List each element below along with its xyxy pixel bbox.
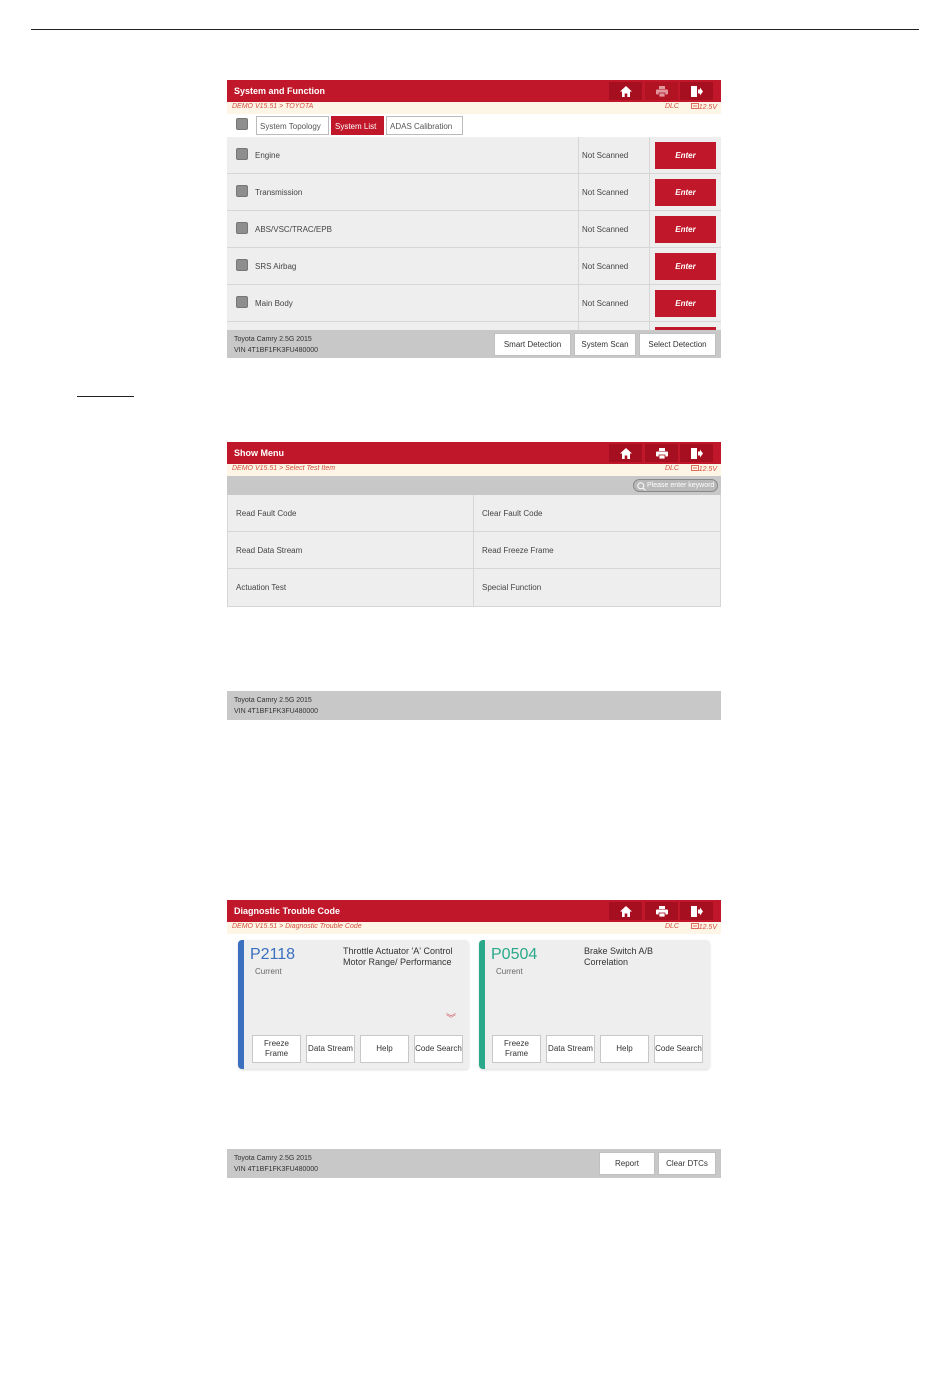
menu-row: [228, 569, 720, 606]
home-icon: [620, 906, 632, 917]
home-icon: [620, 86, 632, 97]
data-stream-button[interactable]: Data Stream: [546, 1035, 595, 1063]
dtc-card[interactable]: [479, 940, 710, 1069]
tab-bar: [227, 114, 721, 137]
expand-chevron-icon[interactable]: ︾: [446, 1014, 456, 1025]
menu-row: [228, 495, 720, 532]
dtc-color-bar: [238, 940, 244, 1069]
title-bar: [227, 900, 721, 922]
freeze-frame-button[interactable]: Freeze Frame: [252, 1035, 301, 1063]
home-button[interactable]: [609, 82, 642, 100]
vehicle-vin: VIN 4T1BF1FK3FU480000: [234, 708, 319, 715]
vehicle-vin: VIN 4T1BF1FK3FU480000: [234, 347, 319, 354]
empty-area: [227, 1067, 721, 1149]
clear-dtcs-button[interactable]: Clear DTCs: [658, 1152, 716, 1175]
dtc-description: Throttle Actuator 'A' Control Motor Range/ Performance: [343, 946, 453, 967]
print-button[interactable]: [645, 82, 678, 100]
menu-item-read-freeze-frame[interactable]: Read Freeze Frame: [473, 532, 720, 568]
vehicle-footer: [227, 330, 721, 358]
connector-label: DLC: [664, 923, 679, 930]
scan-status: Not Scanned: [582, 299, 629, 308]
show-menu-panel: [227, 442, 721, 720]
search-bar: [227, 476, 721, 495]
empty-area: [227, 607, 721, 691]
report-button[interactable]: Report: [599, 1152, 655, 1175]
vehicle-model: Toyota Camry 2.5G 2015: [234, 697, 312, 704]
menu-item-actuation-test[interactable]: Actuation Test: [236, 583, 287, 592]
voltage-readout: 12.5V: [691, 103, 717, 111]
exit-button[interactable]: [680, 82, 713, 100]
select-detection-button[interactable]: Select Detection: [639, 333, 716, 356]
print-icon: [656, 906, 668, 917]
vehicle-info: [234, 1153, 318, 1175]
voltage-readout: 12.5V: [691, 465, 717, 473]
dtc-code: P0504: [491, 946, 538, 963]
home-button[interactable]: [609, 902, 642, 920]
exit-icon: [691, 448, 703, 459]
exit-icon: [691, 86, 703, 97]
voltage-readout: 12.5V: [691, 923, 717, 931]
section-rule: [77, 396, 134, 397]
breadcrumb: DEMO V15.51 > Diagnostic Trouble Code: [232, 923, 362, 930]
system-name: SRS Airbag: [255, 262, 297, 271]
dtc-state: Current: [255, 967, 282, 976]
connector-label: DLC: [664, 465, 679, 472]
code-search-button[interactable]: Code Search: [414, 1035, 463, 1063]
home-button[interactable]: [609, 444, 642, 462]
menu-item-clear-fault-code[interactable]: Clear Fault Code: [473, 495, 720, 531]
exit-button[interactable]: [680, 902, 713, 920]
scan-status: Not Scanned: [582, 188, 629, 197]
breadcrumb-bar: [227, 464, 721, 476]
print-button[interactable]: [645, 902, 678, 920]
select-all-checkbox[interactable]: [236, 118, 248, 130]
system-row: [227, 137, 721, 174]
search-icon: [637, 482, 646, 491]
system-name: ABS/VSC/TRAC/EPB: [255, 225, 332, 234]
enter-button[interactable]: Enter: [655, 216, 716, 243]
system-row: [227, 174, 721, 211]
system-row: [227, 248, 721, 285]
page-title: System and Function: [234, 86, 326, 96]
exit-button[interactable]: [680, 444, 713, 462]
system-name: Main Body: [255, 299, 293, 308]
exit-icon: [691, 906, 703, 917]
home-icon: [620, 448, 632, 459]
battery-icon: [691, 923, 699, 929]
search-placeholder: Please enter keyword: [647, 482, 715, 489]
dtc-state: Current: [496, 967, 523, 976]
system-checkbox[interactable]: [236, 259, 248, 271]
page-title: Show Menu: [234, 448, 284, 458]
search-input[interactable]: [633, 479, 718, 492]
scan-status: Not Scanned: [582, 225, 629, 234]
print-icon: [656, 448, 668, 459]
freeze-frame-button[interactable]: Freeze Frame: [492, 1035, 541, 1063]
system-name: Engine: [255, 151, 280, 160]
enter-button[interactable]: Enter: [655, 142, 716, 169]
dtc-description: Brake Switch A/B Correlation: [584, 946, 654, 967]
connector-label: DLC: [664, 103, 679, 110]
system-row-partial: [227, 322, 721, 330]
print-button[interactable]: [645, 444, 678, 462]
dtc-color-bar: [479, 940, 485, 1069]
dtc-panel: [227, 900, 721, 1178]
enter-button[interactable]: Enter: [655, 253, 716, 280]
data-stream-button[interactable]: Data Stream: [306, 1035, 355, 1063]
system-checkbox[interactable]: [236, 222, 248, 234]
system-scan-button[interactable]: System Scan: [574, 333, 636, 356]
menu-item-read-fault-code[interactable]: Read Fault Code: [236, 509, 297, 518]
smart-detection-button[interactable]: Smart Detection: [494, 333, 571, 356]
help-button[interactable]: Help: [360, 1035, 409, 1063]
breadcrumb-bar: [227, 102, 721, 114]
system-row: [227, 211, 721, 248]
page-top-rule: [31, 29, 919, 30]
vehicle-footer: [227, 1149, 721, 1178]
system-name: Transmission: [255, 188, 303, 197]
tab-system-topology[interactable]: System Topology: [256, 116, 329, 135]
title-bar: [227, 80, 721, 102]
breadcrumb: DEMO V15.51 > TOYOTA: [232, 103, 314, 110]
menu-item-special-function[interactable]: Special Function: [473, 569, 720, 606]
vehicle-model: Toyota Camry 2.5G 2015: [234, 336, 312, 343]
vehicle-vin: VIN 4T1BF1FK3FU480000: [234, 1166, 319, 1173]
tab-adas-calibration[interactable]: ADAS Calibration: [386, 116, 463, 135]
breadcrumb: DEMO V15.51 > Select Test Item: [232, 465, 336, 472]
system-checkbox[interactable]: [236, 185, 248, 197]
enter-button[interactable]: Enter: [655, 179, 716, 206]
vehicle-info: [234, 334, 318, 356]
code-search-button[interactable]: Code Search: [654, 1035, 703, 1063]
print-icon: [656, 86, 668, 97]
enter-button[interactable]: Enter: [655, 290, 716, 317]
scan-status: Not Scanned: [582, 262, 629, 271]
menu-row: [228, 532, 720, 569]
system-checkbox[interactable]: [236, 148, 248, 160]
dtc-list: [227, 934, 721, 1067]
system-checkbox[interactable]: [236, 296, 248, 308]
title-bar: [227, 442, 721, 464]
menu-item-read-data-stream[interactable]: Read Data Stream: [236, 546, 303, 555]
help-button[interactable]: Help: [600, 1035, 649, 1063]
test-item-menu: [227, 495, 721, 607]
system-list: [227, 137, 721, 330]
vehicle-model: Toyota Camry 2.5G 2015: [234, 1155, 312, 1162]
system-function-panel: [227, 80, 721, 358]
dtc-code: P2118: [250, 946, 296, 963]
tab-system-list[interactable]: System List: [331, 116, 384, 135]
breadcrumb-bar: [227, 922, 721, 934]
system-row: [227, 285, 721, 322]
scan-status: Not Scanned: [582, 151, 629, 160]
dtc-card[interactable]: [238, 940, 469, 1069]
vehicle-info: [234, 695, 318, 717]
battery-icon: [691, 465, 699, 471]
battery-icon: [691, 103, 699, 109]
vehicle-footer: [227, 691, 721, 720]
page-title: Diagnostic Trouble Code: [234, 906, 341, 916]
